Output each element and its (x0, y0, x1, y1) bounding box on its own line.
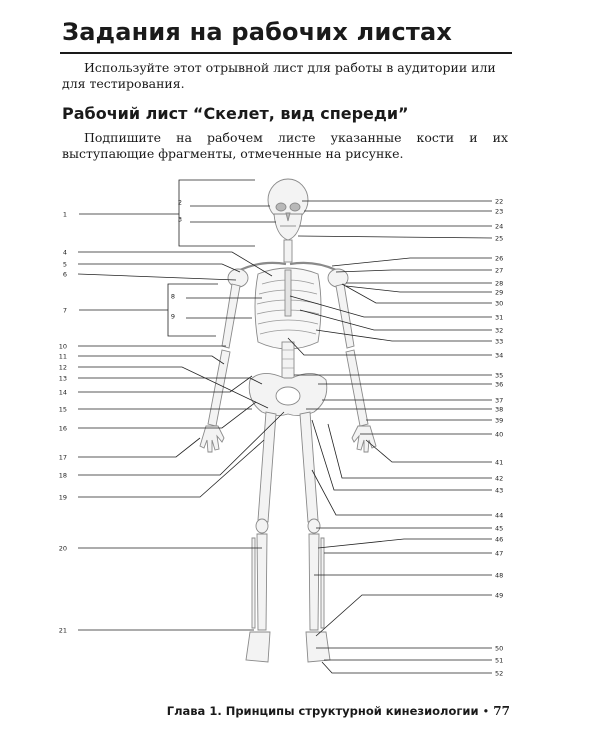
intro-sentence: Используйте этот отрывной лист для работы в аудитории или для тестирования. (62, 60, 496, 91)
label-number-8: 8 (170, 292, 175, 301)
cervical-spine (284, 240, 292, 262)
leader-line-46 (318, 539, 492, 548)
label-number-52: 52 (495, 669, 504, 678)
leader-line-42 (328, 424, 492, 478)
leader-line-12 (78, 367, 268, 408)
forearm-right (346, 350, 368, 426)
leader-line-29 (346, 286, 492, 292)
label-number-42: 42 (495, 474, 504, 483)
label-number-7: 7 (62, 306, 67, 315)
leader-line-25 (298, 236, 492, 238)
leader-line-16 (78, 402, 256, 428)
leader-line-17 (78, 438, 200, 457)
label-number-26: 26 (495, 254, 504, 263)
label-number-12: 12 (58, 363, 67, 372)
leader-line-30 (342, 284, 492, 303)
leader-line-27 (336, 270, 492, 272)
label-number-17: 17 (58, 453, 67, 462)
sternum (285, 270, 291, 316)
label-number-51: 51 (495, 656, 504, 665)
label-number-2: 2 (177, 198, 182, 207)
label-number-50: 50 (495, 644, 504, 653)
label-number-19: 19 (58, 493, 67, 502)
leader-line-41 (366, 440, 492, 462)
pelvic-inlet (276, 387, 300, 405)
label-number-48: 48 (495, 571, 504, 580)
patella-left (256, 519, 268, 533)
label-number-30: 30 (495, 299, 504, 308)
foot-left (246, 632, 270, 662)
hand-left (200, 426, 224, 452)
page-number: 77 (493, 704, 510, 718)
shoulder-left (228, 269, 248, 287)
label-number-24: 24 (495, 222, 504, 231)
label-number-32: 32 (495, 326, 504, 335)
bracket-ribcage (168, 284, 218, 336)
eye-socket-right (290, 203, 300, 211)
label-number-27: 27 (495, 266, 504, 275)
label-number-11: 11 (58, 352, 67, 361)
leader-line-6 (78, 274, 236, 280)
label-number-9: 9 (170, 312, 175, 321)
leader-line-18 (78, 412, 284, 475)
label-number-5: 5 (62, 260, 67, 269)
label-number-16: 16 (58, 424, 67, 433)
hand-right (352, 426, 376, 452)
leader-line-26 (332, 258, 492, 266)
label-number-20: 20 (58, 544, 67, 553)
leader-line-43 (312, 420, 492, 490)
humerus-left (222, 284, 240, 348)
instruction-sentence: Подпишите на рабочем листе указанные кости и их выступающие фрагменты, отмеченные на рисунке. (62, 130, 508, 161)
leader-line-32 (300, 310, 492, 330)
chapter-title: Глава 1. Принципы структурной кинезиологии (166, 704, 479, 718)
leader-line-49 (316, 595, 492, 636)
label-number-36: 36 (495, 380, 504, 389)
label-number-6: 6 (62, 270, 67, 279)
leader-line-52 (322, 662, 492, 673)
skeleton-figure (200, 179, 376, 662)
label-number-40: 40 (495, 430, 504, 439)
label-number-15: 15 (58, 405, 67, 414)
page-footer (0, 704, 510, 718)
label-number-43: 43 (495, 486, 504, 495)
label-number-35: 35 (495, 371, 504, 380)
label-number-47: 47 (495, 549, 504, 558)
label-number-38: 38 (495, 405, 504, 414)
eye-socket-left (276, 203, 286, 211)
label-number-22: 22 (495, 197, 504, 206)
leader-line-44 (312, 470, 492, 515)
label-number-1: 1 (62, 210, 67, 219)
label-number-3: 3 (177, 215, 182, 224)
humerus-right (336, 284, 354, 348)
label-number-14: 14 (58, 388, 67, 397)
leader-line-5 (78, 264, 240, 272)
leader-line-19 (78, 440, 264, 497)
label-number-29: 29 (495, 288, 504, 297)
tibia-left (257, 534, 267, 630)
lumbar-spine (282, 342, 294, 378)
leader-line-33 (316, 330, 492, 341)
worksheet-title: Рабочий лист “Скелет, вид спереди” (62, 104, 409, 123)
label-number-4: 4 (62, 248, 67, 257)
patella-right (308, 519, 320, 533)
label-number-18: 18 (58, 471, 67, 480)
label-number-28: 28 (495, 279, 504, 288)
label-number-49: 49 (495, 591, 504, 600)
label-number-39: 39 (495, 416, 504, 425)
femur-right (300, 412, 318, 522)
label-number-23: 23 (495, 207, 504, 216)
label-number-45: 45 (495, 524, 504, 533)
label-number-31: 31 (495, 313, 504, 322)
label-number-10: 10 (58, 342, 67, 351)
fibula-right (321, 538, 324, 628)
fibula-left (252, 538, 255, 628)
leader-line-13 (78, 378, 262, 384)
label-number-37: 37 (495, 396, 504, 405)
footer-bullet: • (482, 704, 490, 718)
label-number-41: 41 (495, 458, 504, 467)
label-number-25: 25 (495, 234, 504, 243)
tibia-right (309, 534, 319, 630)
leader-line-11 (78, 356, 224, 364)
label-number-33: 33 (495, 337, 504, 346)
foot-right (306, 632, 330, 662)
label-number-46: 46 (495, 535, 504, 544)
bracket-skull (179, 180, 255, 246)
label-number-34: 34 (495, 351, 504, 360)
label-number-13: 13 (58, 374, 67, 383)
label-number-21: 21 (58, 626, 67, 635)
page-title: Задания на рабочих листах (62, 18, 453, 46)
label-number-44: 44 (495, 511, 504, 520)
